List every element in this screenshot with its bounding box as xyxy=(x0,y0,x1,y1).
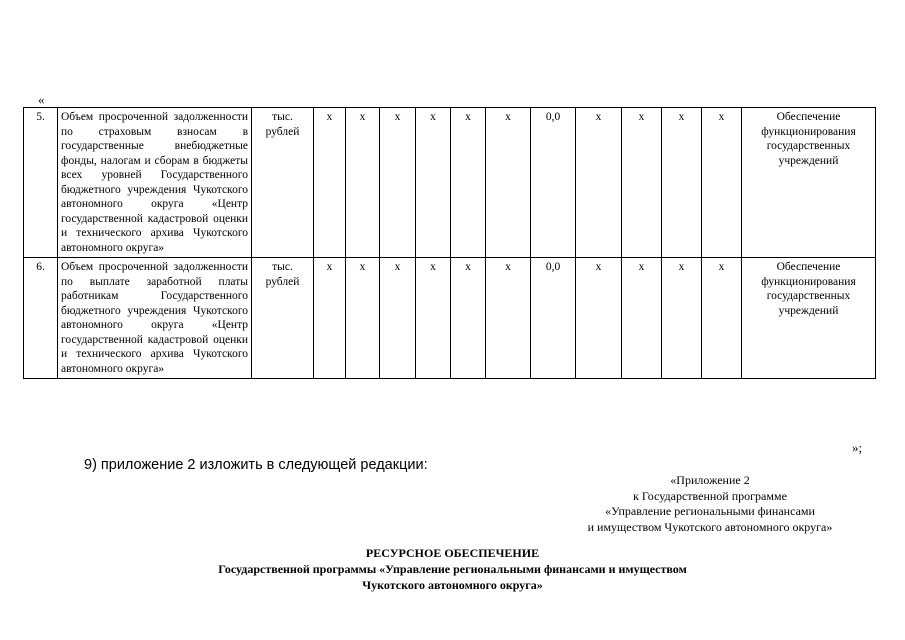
value-cell: х xyxy=(451,108,486,258)
appendix-line-1: «Приложение 2 xyxy=(670,473,750,487)
value-cell: х xyxy=(346,258,380,379)
closing-quote: »; xyxy=(852,440,863,455)
value-cell: х xyxy=(416,258,451,379)
value-cell: х xyxy=(622,258,662,379)
value-cell: х xyxy=(662,258,702,379)
heading-line-1: РЕСУРСНОЕ ОБЕСПЕЧЕНИЕ xyxy=(365,546,540,560)
value-cell: х xyxy=(702,258,742,379)
appendix-reference xyxy=(560,473,860,535)
indicator-note: Обеспечение функционирования государственных учреждений xyxy=(742,108,876,258)
row-number: 6. xyxy=(24,258,58,379)
section-heading xyxy=(0,545,905,593)
heading-line-3: Чукотского автономного округа» xyxy=(362,578,543,592)
value-cell: х xyxy=(576,108,622,258)
appendix-line-4: и имуществом Чукотского автономного округа» xyxy=(587,519,833,534)
value-cell: х xyxy=(451,258,486,379)
indicator-description: Объем просроченной задолженности по страховым взносам в государственные внебюджетные фонды, налогам и сборам в бюджеты всех уровней Государственного бюджетного учреждения Чукотского автономного округа «Центр государственной кадастровой оценки и технического архива Чукотского автономного округа» xyxy=(58,108,252,258)
value-cell: х xyxy=(702,108,742,258)
unit-of-measure: тыс. рублей xyxy=(252,108,314,258)
value-cell: х xyxy=(416,108,451,258)
value-cell: х xyxy=(314,108,346,258)
value-cell: х xyxy=(486,108,531,258)
heading-line-2: Государственной программы «Управление региональными финансами и имуществом xyxy=(218,562,687,576)
value-cell: 0,0 xyxy=(531,108,576,258)
table-row xyxy=(24,108,876,258)
indicator-note: Обеспечение функционирования государственных учреждений xyxy=(742,258,876,379)
appendix-line-3: «Управление региональными финансами xyxy=(605,504,815,518)
value-cell: х xyxy=(622,108,662,258)
opening-quote: « xyxy=(38,92,45,107)
value-cell: х xyxy=(662,108,702,258)
value-cell: х xyxy=(346,108,380,258)
value-cell: х xyxy=(486,258,531,379)
table-row xyxy=(24,258,876,379)
row-number: 5. xyxy=(24,108,58,258)
instruction-text: 9) приложение 2 изложить в следующей редакции: xyxy=(84,457,428,473)
indicators-table xyxy=(23,107,876,379)
value-cell: х xyxy=(576,258,622,379)
indicator-description: Объем просроченной задолженности по выплате заработной платы работникам Государственного бюджетного учреждения Чукотского автономного округа «Центр государственной кадастровой оценки и технического архива Чукотского автономного округа» xyxy=(58,258,252,379)
appendix-line-2: к Государственной программе xyxy=(633,488,787,503)
value-cell: х xyxy=(314,258,346,379)
value-cell: х xyxy=(380,108,416,258)
value-cell: х xyxy=(380,258,416,379)
unit-of-measure: тыс. рублей xyxy=(252,258,314,379)
value-cell: 0,0 xyxy=(531,258,576,379)
